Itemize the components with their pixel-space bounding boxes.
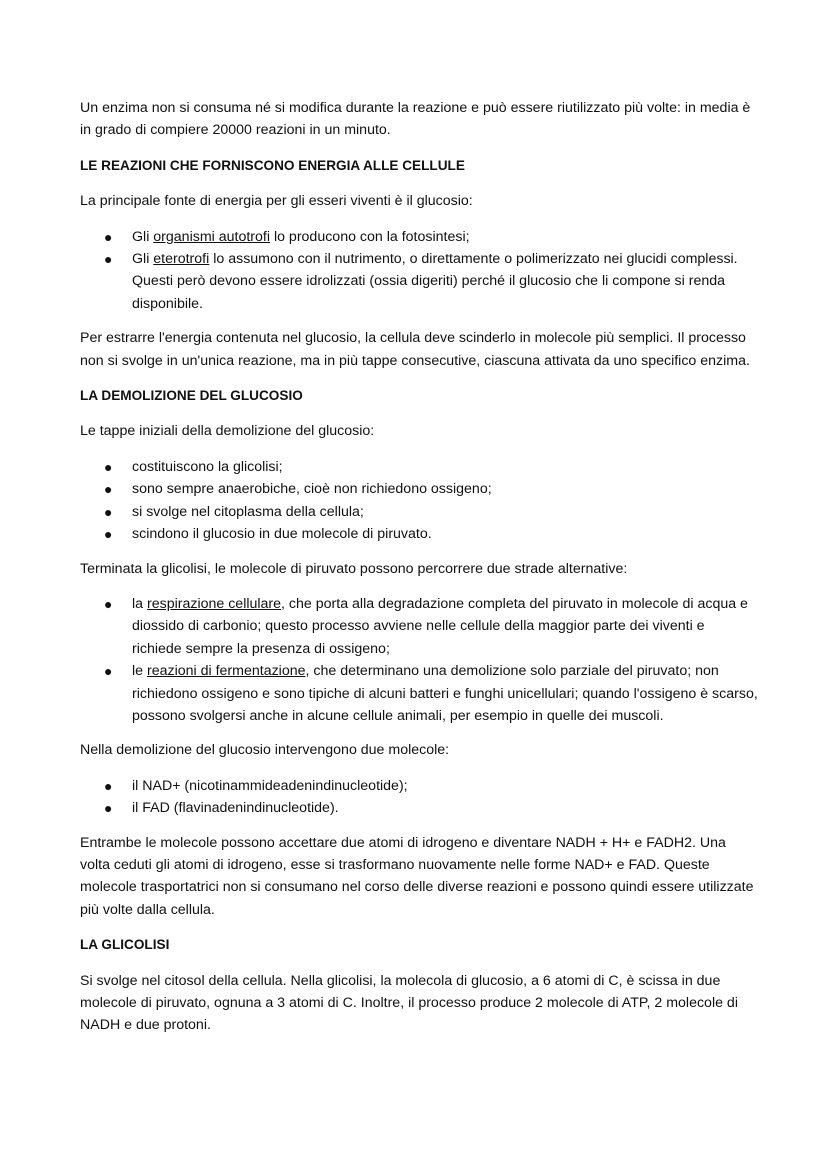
- demolizione-lead-paragraph: Le tappe iniziali della demolizione del glucosio:: [80, 423, 375, 440]
- section-heading-glicolisi: LA GLICOLISI: [80, 937, 170, 953]
- bullet-icon: ●: [104, 251, 113, 268]
- energy-after-paragraph: Per estrarre l'energia contenuta nel glucosio, la cellula deve scinderlo in molecole più semplici. Il processo non si svolge in un'unica reazione, ma in più tappe consecutive, ciascuna attivata da uno specifico enzima.: [80, 330, 750, 369]
- list-item: ● il FAD (flavinadenindinucleotide).: [80, 797, 758, 819]
- molecole-bullet-list: [80, 775, 758, 820]
- list-item: ● Gli eterotrofi lo assumono con il nutrimento, o direttamente o polimerizzato nei glucidi complessi. Questi però devono essere idrolizzati (ossia digeriti) perché il glucosio che li compone si renda disponibile.: [80, 248, 758, 315]
- list-item: ● Gli organismi autotrofi lo producono con la fotosintesi;: [80, 226, 758, 248]
- bullet-icon: ●: [104, 777, 113, 794]
- section-heading-energy: LE REAZIONI CHE FORNISCONO ENERGIA ALLE CELLULE: [80, 157, 465, 173]
- term-eterotrofi: eterotrofi: [153, 251, 210, 268]
- list-item: ● la respirazione cellulare, che porta alla degradazione completa del piruvato in molecole di acqua e diossido di carbonio; questo processo avviene nelle cellule della maggior parte dei viventi e richiede sempre la presenza di ossigeno;: [80, 593, 758, 660]
- list-item: ● scindono il glucosio in due molecole di piruvato.: [80, 523, 758, 545]
- list-item: ● le reazioni di fermentazione, che determinano una demolizione solo parziale del piruvato; non richiedono ossigeno e sono tipiche di alcuni batteri e funghi unicellulari; quando l'ossigeno è scarso, possono svolgersi anche in alcune cellule animali, per esempio in quelle dei muscoli.: [80, 660, 758, 727]
- energy-lead-paragraph: La principale fonte di energia per gli esseri viventi è il glucosio:: [80, 193, 473, 210]
- demolizione-bullet-list: [80, 456, 758, 546]
- glicolisi-paragraph: Si svolge nel citosol della cellula. Nella glicolisi, la molecola di glucosio, a 6 atomi di C, è scissa in due molecole di piruvato, ognuna a 3 atomi di C. Inoltre, il processo produce 2 molecole di ATP, 2 molecole di NADH e due protoni.: [80, 972, 738, 1034]
- list-item: ● il NAD+ (nicotinammideadenindinucleotide);: [80, 775, 758, 797]
- term-respirazione-cellulare: respirazione cellulare: [146, 595, 282, 612]
- bullet-icon: ●: [104, 800, 113, 817]
- list-item: ● si svolge nel citoplasma della cellula;: [80, 501, 758, 523]
- piruvato-lead-paragraph: Terminata la glicolisi, le molecole di piruvato possono percorrere due strade alternative:: [80, 560, 628, 577]
- bullet-icon: ●: [104, 458, 113, 475]
- list-item: ● sono sempre anaerobiche, cioè non richiedono ossigeno;: [80, 478, 758, 500]
- section-heading-demolizione: LA DEMOLIZIONE DEL GLUCOSIO: [80, 388, 303, 404]
- bullet-icon: ●: [104, 503, 113, 520]
- term-organismi-autotrofi: organismi autotrofi: [153, 228, 270, 245]
- molecole-lead-paragraph: Nella demolizione del glucosio intervengono due molecole:: [80, 742, 450, 759]
- intro-paragraph: Un enzima non si consuma né si modifica durante la reazione e può essere riutilizzato più volte: in media è in grado di compiere 20000 reazioni in un minuto.: [80, 100, 751, 139]
- bullet-icon: ●: [104, 595, 113, 612]
- piruvato-bullet-list: [80, 593, 758, 727]
- trasportatori-paragraph: Entrambe le molecole possono accettare due atomi di idrogeno e diventare NADH + H+ e FADH2. Una volta ceduti gli atomi di idrogeno, esse si trasformano nuovamente nelle forme NAD+ e FAD. Queste molecole trasportatrici non si consumano nel corso delle diverse reazioni e possono quindi essere utilizzate più volte dalla cellula.: [80, 834, 754, 918]
- term-reazioni-di-fermentazione: reazioni di fermentazione: [146, 663, 306, 680]
- energy-bullet-list: [80, 226, 758, 316]
- bullet-icon: ●: [104, 526, 113, 543]
- bullet-icon: ●: [104, 228, 113, 245]
- bullet-icon: ●: [104, 663, 113, 680]
- bullet-icon: ●: [104, 481, 113, 498]
- list-item: ● costituiscono la glicolisi;: [80, 456, 758, 478]
